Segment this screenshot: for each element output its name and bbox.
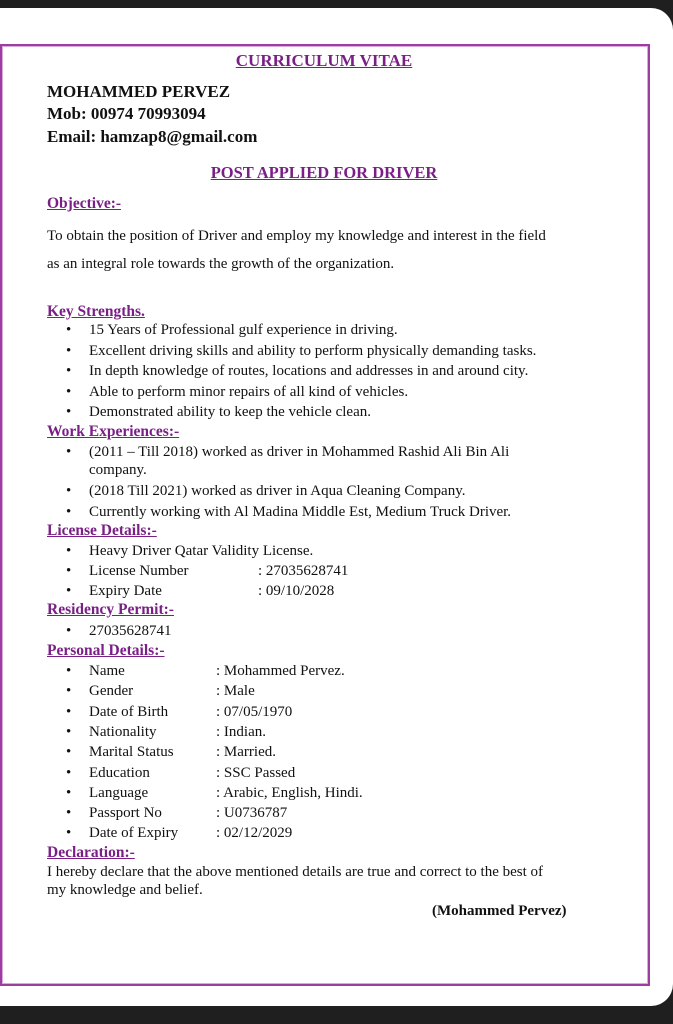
personal-label: Date of Birth <box>89 703 169 720</box>
bullet-icon: • <box>66 444 72 460</box>
strength-item: Demonstrated ability to keep the vehicle clean. <box>89 404 371 420</box>
bullet-icon: • <box>66 744 72 761</box>
cv-title: CURRICULUM VITAE <box>235 51 413 70</box>
work-item: Currently working with Al Madina Middle Est, Medium Truck Driver. <box>89 504 512 520</box>
personal-label: Nationality <box>89 723 157 740</box>
bullet-icon: • <box>66 363 72 379</box>
personal-heading: Personal Details:- <box>47 642 165 659</box>
work-heading: Work Experiences:- <box>47 423 180 440</box>
personal-value: : Mohammed Pervez. <box>216 663 345 679</box>
license-value: : 27035628741 <box>258 563 349 579</box>
bullet-icon: • <box>66 563 72 579</box>
candidate-name: MOHAMMED PERVEZ <box>47 82 231 101</box>
bullet-icon: • <box>66 322 72 338</box>
objective-text: To obtain the position of Driver and employ my knowledge and interest in the field <box>47 228 546 244</box>
bullet-icon: • <box>66 404 72 420</box>
post-applied: POST APPLIED FOR DRIVER <box>210 163 438 182</box>
personal-label: Passport No <box>89 805 162 822</box>
bullet-icon: • <box>66 384 72 400</box>
personal-value: : Married. <box>216 744 276 761</box>
personal-label: Name <box>89 663 125 679</box>
strengths-heading: Key Strengths. <box>47 303 145 320</box>
personal-label: Education <box>89 764 150 781</box>
declaration-text: my knowledge and belief. <box>47 882 203 898</box>
bullet-icon: • <box>66 683 72 700</box>
bullet-icon: • <box>66 723 72 740</box>
signature: (Mohammed Pervez) <box>432 903 567 919</box>
personal-label: Marital Status <box>89 744 174 761</box>
residency-item: 27035628741 <box>89 623 172 639</box>
license-value: : 09/10/2028 <box>258 583 335 599</box>
personal-label: Date of Expiry <box>89 825 179 842</box>
personal-value: : U0736787 <box>216 805 288 822</box>
personal-value: : Male <box>216 683 255 700</box>
work-item: (2018 Till 2021) worked as driver in Aqua Cleaning Company. <box>89 483 466 499</box>
bullet-icon: • <box>66 343 72 359</box>
personal-label: Language <box>89 784 149 801</box>
personal-label: Gender <box>89 683 134 700</box>
bullet-icon: • <box>66 543 72 559</box>
work-item-cont: company. <box>89 462 147 478</box>
bullet-icon: • <box>66 825 72 842</box>
license-label: Expiry Date <box>89 583 162 599</box>
residency-heading: Residency Permit:- <box>47 601 174 618</box>
email-address: Email: hamzap8@gmail.com <box>47 127 258 146</box>
bullet-icon: • <box>66 764 72 781</box>
declaration-text: I hereby declare that the above mentioned details are true and correct to the best of <box>47 864 544 880</box>
bullet-icon: • <box>66 483 72 499</box>
strength-item: In depth knowledge of routes, locations and addresses in and around city. <box>89 363 529 379</box>
strength-item: Excellent driving skills and ability to perform physically demanding tasks. <box>89 343 537 359</box>
objective-heading: Objective:- <box>47 195 122 212</box>
personal-value: : Indian. <box>216 723 266 740</box>
personal-value: : Arabic, English, Hindi. <box>216 784 363 801</box>
declaration-heading: Declaration:- <box>47 844 135 861</box>
mobile-number: Mob: 00974 70993094 <box>47 104 206 123</box>
work-item: (2011 – Till 2018) worked as driver in Mohammed Rashid Ali Bin Ali <box>89 444 510 460</box>
bullet-icon: • <box>66 784 72 801</box>
objective-text: as an integral role towards the growth of the organization. <box>47 256 395 272</box>
personal-value: : 02/12/2029 <box>216 825 293 842</box>
bullet-icon: • <box>66 623 72 639</box>
license-label: License Number <box>89 563 189 579</box>
bullet-icon: • <box>66 703 72 720</box>
bullet-icon: • <box>66 805 72 822</box>
license-item: Heavy Driver Qatar Validity License. <box>89 543 314 559</box>
bullet-icon: • <box>66 583 72 599</box>
bullet-icon: • <box>66 663 72 679</box>
personal-value: : 07/05/1970 <box>216 703 293 720</box>
bullet-icon: • <box>66 504 72 520</box>
strength-item: 15 Years of Professional gulf experience in driving. <box>89 322 398 338</box>
license-heading: License Details:- <box>47 522 157 539</box>
personal-value: : SSC Passed <box>216 764 296 781</box>
strength-item: Able to perform minor repairs of all kind of vehicles. <box>89 384 409 400</box>
